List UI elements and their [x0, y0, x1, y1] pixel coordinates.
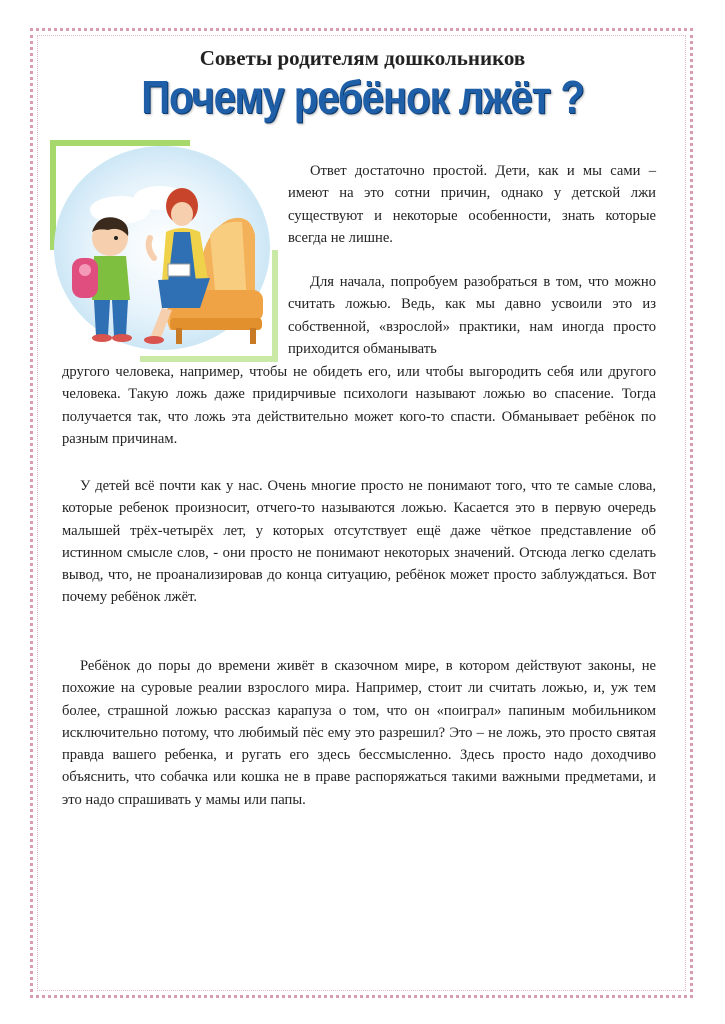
paragraph-third: У детей всё почти как у нас. Очень многие просто не понимают того, что те самые слова, которые ребенок произносит, отчего-то называются ложью. Касается это в первую очередь малышей трёх-четырёх лет, у которых отсутствует ещё даже чёткое представление об истинном смысле слов, - они просто не понимают некоторых значений. Отсюда легко сделать вывод, что, не проанализировав до конца ситуацию, ребёнок может просто заблуждаться. Вот почему ребёнок лжёт. — [62, 478, 656, 606]
paragraph-fourth: Ребёнок до поры до времени живёт в сказочном мире, в котором действуют законы, не похожие на суровые реалии взрослого мира. Например, стоит ли считать ложью, и, уж тем более, страшной ложью рассказ карапуза о том, что он «поиграл» папиным мобильником исключительно потому, что любимый пёс ему это разрешил? Это – не ложь, это просто святая правда вашего ребенка, и ругать его здесь бессмысленно. Здесь просто надо доходчиво объяснить, что собачка или кошка не в праве распоряжаться такими важными предметами, и это надо спрашивать у мамы или папы. — [62, 658, 656, 808]
paragraph-second-start: Для начала, попробуем разобраться в том, что можно считать ложью. Ведь, как мы давно усвоили это из собственной, «взрослой» практики, нам иногда просто приходится обманывать — [288, 274, 656, 357]
mother-talking-to-child-icon — [50, 140, 278, 362]
paragraph-intro: Ответ достаточно простой. Дети, как и мы сами – имеют на это сотни причин, однако у детской лжи существуют и некоторые особенности, знать которые всегда не лишне. — [288, 163, 656, 246]
page-subtitle: Советы родителям дошкольников — [199, 46, 526, 70]
paragraph-second-end: другого человека, например, чтобы не обидеть его, или чтобы выгородить себя или другого человека. Такую ложь даже придирчивые психологи называют ложью во спасение. Тогда получается так, что ложь эта действительно может кого-то спасти. Обманывает ребёнок по разным причинам. — [62, 364, 656, 447]
page-title: Почему ребёнок лжёт ? — [141, 72, 584, 124]
